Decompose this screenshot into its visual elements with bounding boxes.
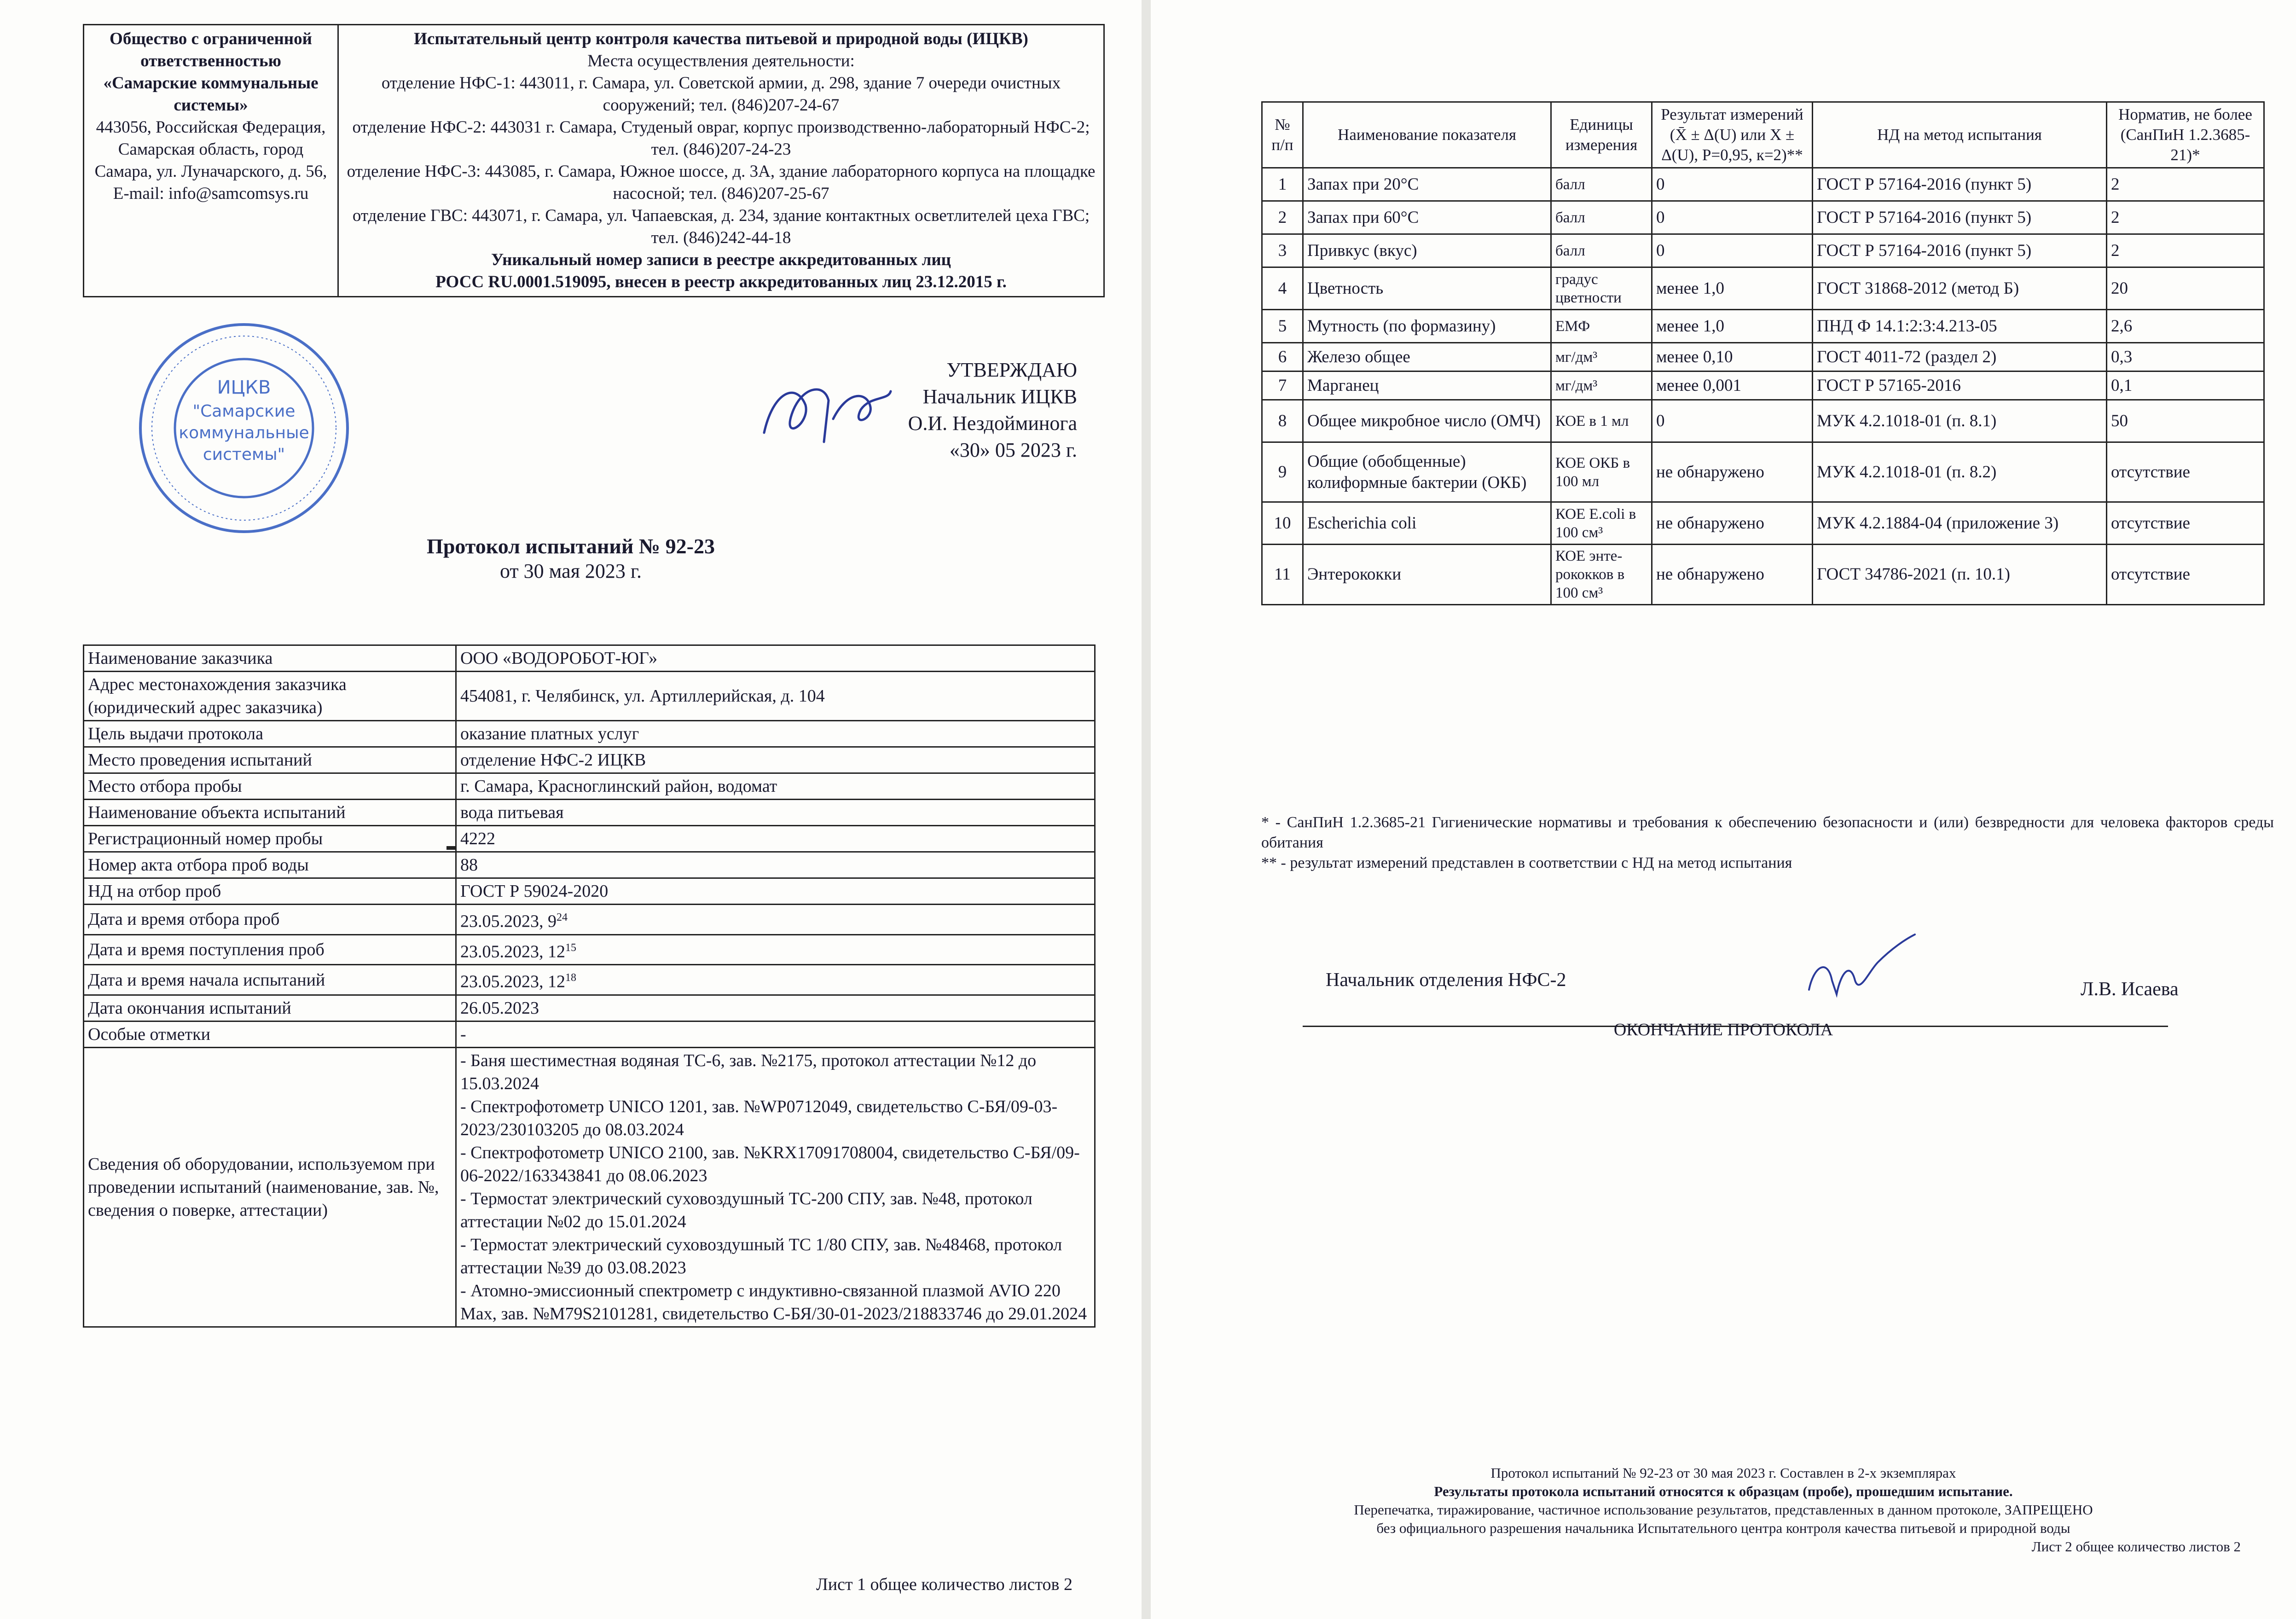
result-row (1262, 343, 2264, 371)
info-value-text: оказание платных услуг (460, 724, 639, 743)
footer-page-count: Лист 2 общее количество листов 2 (2031, 1538, 2241, 1555)
result-unit: КОЕ энте-рококков в 100 см³ (1551, 545, 1652, 605)
info-row (84, 905, 1095, 935)
info-label: Особые отметки (84, 1021, 456, 1047)
col-method: НД на метод испытания (1813, 102, 2107, 168)
stamp-text-2: "Самарские (192, 402, 296, 421)
info-label: НД на отбор проб (84, 878, 456, 905)
results-header-row (1262, 102, 2264, 168)
department-nfs3: отделение НФС-3: 443085, г. Самара, Южное шоссе, д. 3А, здание лабораторного корпуса на площадке насосной; тел. (846)207-25-67 (347, 162, 1096, 203)
protocol-title: Протокол испытаний № 92-23 (427, 534, 715, 558)
col-indicator: Наименование показателя (1303, 102, 1551, 168)
info-value-text: отделение НФС-2 ИЦКВ (460, 750, 646, 770)
equipment-label: Сведения об оборудовании, используемом при проведении испытаний (наименование, зав. №, сведения о поверке, аттестации) (84, 1047, 456, 1327)
info-label: Дата окончания испытаний (84, 995, 456, 1021)
result-value: менее 0,10 (1652, 343, 1813, 371)
footer-copies: Протокол испытаний № 92-23 от 30 мая 2023 г. Составлен в 2-х экземплярах (1490, 1465, 1956, 1481)
result-method: ГОСТ 34786-2021 (п. 10.1) (1813, 545, 2107, 605)
info-row (84, 1021, 1095, 1047)
info-value-text: 23.05.2023, 12 (460, 972, 565, 992)
result-unit: КОЕ E.coli в 100 см³ (1551, 502, 1652, 545)
result-method: МУК 4.2.1018-01 (п. 8.2) (1813, 442, 2107, 502)
result-indicator: Цветность (1303, 267, 1551, 310)
result-num: 7 (1262, 371, 1303, 400)
result-row (1262, 234, 2264, 267)
result-norm: 0,1 (2107, 371, 2264, 400)
info-value-text: 26.05.2023 (460, 998, 539, 1018)
department-head-title: Начальник отделения НФС-2 (1326, 969, 1566, 991)
info-value-text: вода питьевая (460, 803, 564, 822)
result-value: не обнаружено (1652, 545, 1813, 605)
info-value-text: - (460, 1024, 466, 1044)
result-value: 0 (1652, 234, 1813, 267)
result-value: менее 1,0 (1652, 310, 1813, 343)
result-unit: мг/дм³ (1551, 371, 1652, 400)
stamp-text-4: системы" (203, 445, 285, 464)
info-value (456, 645, 1095, 672)
protocol-date: от 30 мая 2023 г. (499, 560, 642, 582)
result-unit: КОЕ в 1 мл (1551, 400, 1652, 442)
info-row (84, 721, 1095, 747)
info-value-text: ООО «ВОДОРОБОТ-ЮГ» (460, 649, 658, 668)
result-indicator: Привкус (вкус) (1303, 234, 1551, 267)
info-row (84, 672, 1095, 721)
approve-label: УТВЕРЖДАЮ (946, 359, 1077, 381)
department-head-signature (1800, 930, 1919, 1004)
result-value: 0 (1652, 400, 1813, 442)
result-num: 8 (1262, 400, 1303, 442)
footer-scope: Результаты протокола испытаний относятся к образцам (пробе), прошедшим испытание. (1434, 1483, 2013, 1499)
org-form: Общество с ограниченной ответственностью (110, 29, 312, 70)
result-unit: балл (1551, 168, 1652, 201)
center-places-label: Места осуществления деятельности: (587, 52, 855, 70)
approval-block (908, 357, 1077, 464)
result-indicator: Энтерококки (1303, 545, 1551, 605)
registry-number: РОСС RU.0001.519095, внесен в реестр аккредитованных лиц 23.12.2015 г. (435, 273, 1007, 291)
col-result: Результат измерений (X̄ ± Δ(U) или X ± Δ(U), P=0,95, к=2)** (1652, 102, 1813, 168)
org-email: E-mail: info@samcomsys.ru (113, 184, 309, 203)
result-value: менее 0,001 (1652, 371, 1813, 400)
info-value-minutes: 18 (565, 972, 576, 984)
result-value: не обнаружено (1652, 502, 1813, 545)
info-row (84, 852, 1095, 878)
result-row (1262, 371, 2264, 400)
equipment-item: - Термостат электрический суховоздушный ТС 1/80 СПУ, зав. №48468, протокол аттестации №39 до 03.08.2023 (460, 1235, 1062, 1277)
result-norm: отсутствие (2107, 545, 2264, 605)
equipment-item: - Атомно-эмиссионный спектрометр с индуктивно-связанной плазмой AVIO 220 Max, зав. №M79S2101281, свидетельство С-БЯ/30-01-2023/218833746 до 29.01.2024 (460, 1281, 1087, 1323)
col-num: № п/п (1262, 102, 1303, 168)
ink-mark (446, 846, 456, 850)
footer-permission: без официального разрешения начальника Испытательного центра контроля качества питьевой и природной воды (1376, 1520, 2070, 1536)
footnotes (1261, 812, 2274, 873)
footnote-sanpin: * - СанПиН 1.2.3685-21 Гигиенические нормативы и требования к обеспечению безопасности и (или) безвредности для человека факторов среды обитания (1261, 814, 2274, 851)
info-value (456, 934, 1095, 965)
sheet-1-footer: Лист 1 общее количество листов 2 (816, 1575, 1073, 1594)
approver-position: Начальник ИЦКВ (922, 385, 1077, 408)
info-label: Цель выдачи протокола (84, 721, 456, 747)
result-num: 5 (1262, 310, 1303, 343)
result-method: ГОСТ 31868-2012 (метод Б) (1813, 267, 2107, 310)
org-address: 443056, Российская Федерация, Самарская область, город Самара, ул. Луначарского, д. 56, (94, 118, 327, 181)
org-name: «Самарские коммунальные системы» (103, 74, 319, 115)
footer-copyright: Перепечатка, тиражирование, частичное использование результатов, представленных в данном протоколе, ЗАПРЕЩЕНО (1354, 1502, 2093, 1518)
stamp-text-1: ИЦКВ (217, 377, 271, 398)
info-value (456, 1021, 1095, 1047)
info-value (456, 852, 1095, 878)
info-row (84, 878, 1095, 905)
result-row (1262, 442, 2264, 502)
result-method: ГОСТ 4011-72 (раздел 2) (1813, 343, 2107, 371)
result-value: 0 (1652, 201, 1813, 234)
result-num: 11 (1262, 545, 1303, 605)
result-value: менее 1,0 (1652, 267, 1813, 310)
result-unit: ЕМФ (1551, 310, 1652, 343)
center-name: Испытательный центр контроля качества питьевой и природной воды (ИЦКВ) (414, 29, 1028, 48)
result-indicator: Железо общее (1303, 343, 1551, 371)
registry-label: Уникальный номер записи в реестре аккредитованных лиц (491, 250, 951, 269)
result-row (1262, 310, 2264, 343)
info-value-minutes: 24 (557, 911, 568, 923)
result-num: 4 (1262, 267, 1303, 310)
info-row (84, 645, 1095, 672)
result-value: 0 (1652, 168, 1813, 201)
info-row (84, 747, 1095, 773)
info-value-text: 23.05.2023, 12 (460, 942, 565, 962)
info-value (456, 721, 1095, 747)
info-row (84, 800, 1095, 826)
department-head-name: Л.В. Исаева (2081, 979, 2179, 1000)
info-value (456, 672, 1095, 721)
sample-info-table (83, 644, 1096, 1328)
info-label: Дата и время начала испытаний (84, 965, 456, 995)
result-indicator: Общее микробное число (ОМЧ) (1303, 400, 1551, 442)
result-method: ГОСТ Р 57164-2016 (пункт 5) (1813, 168, 2107, 201)
info-value (456, 965, 1095, 995)
info-row (84, 934, 1095, 965)
stamp-text-3: коммунальные (179, 424, 309, 442)
equipment-item: - Спектрофотометр UNICO 2100, зав. №KRX17091708004, свидетельство С-БЯ/09-06-2022/163343841 до 08.06.2023 (460, 1143, 1080, 1185)
info-value (456, 747, 1095, 773)
result-unit: КОЕ ОКБ в 100 мл (1551, 442, 1652, 502)
result-norm: 2 (2107, 168, 2264, 201)
result-num: 3 (1262, 234, 1303, 267)
result-norm: отсутствие (2107, 442, 2264, 502)
result-indicator: Общие (обобщенные) колиформные бактерии (ОКБ) (1303, 442, 1551, 502)
result-indicator: Марганец (1303, 371, 1551, 400)
result-indicator: Запах при 20°С (1303, 168, 1551, 201)
info-label: Место проведения испытаний (84, 747, 456, 773)
approval-date: «30» 05 2023 г. (949, 439, 1077, 461)
protocol-sheet-2 (1151, 0, 2296, 1619)
result-norm: отсутствие (2107, 502, 2264, 545)
info-label: Место отбора пробы (84, 773, 456, 800)
approver-name: О.И. Нездойминога (908, 412, 1077, 435)
results-table (1261, 101, 2265, 605)
result-num: 1 (1262, 168, 1303, 201)
result-method: МУК 4.2.1018-01 (п. 8.1) (1813, 400, 2107, 442)
info-label: Дата и время поступления проб (84, 934, 456, 965)
info-label: Наименование заказчика (84, 645, 456, 672)
department-nfs2: отделение НФС-2: 443031 г. Самара, Студеный овраг, корпус производственно-лабораторный НФС-2; тел. (846)207-24-23 (352, 118, 1090, 159)
info-row (84, 995, 1095, 1021)
result-num: 2 (1262, 201, 1303, 234)
end-of-protocol: ОКОНЧАНИЕ ПРОТОКОЛА (1613, 1020, 1833, 1039)
equipment-item: - Термостат электрический суховоздушный ТС-200 СПУ, зав. №48, протокол аттестации №02 до 15.01.2024 (460, 1189, 1032, 1231)
info-value-text: 23.05.2023, 9 (460, 911, 557, 931)
result-method: МУК 4.2.1884-04 (приложение 3) (1813, 502, 2107, 545)
result-value: не обнаружено (1652, 442, 1813, 502)
sheet-2-footer (1151, 1464, 2296, 1556)
result-norm: 2 (2107, 201, 2264, 234)
result-indicator: Escherichia coli (1303, 502, 1551, 545)
protocol-sheet-1 (0, 0, 1142, 1619)
col-unit: Единицы измерения (1551, 102, 1652, 168)
equipment-item: - Спектрофотометр UNICO 1201, зав. №WP0712049, свидетельство С-БЯ/09-03-2023/230103205 до 08.03.2024 (460, 1097, 1058, 1139)
result-row (1262, 267, 2264, 310)
info-value-text: 454081, г. Челябинск, ул. Артиллерийская, д. 104 (460, 686, 825, 706)
header-table (83, 24, 1105, 297)
info-label: Адрес местонахождения заказчика (юридический адрес заказчика) (84, 672, 456, 721)
result-norm: 2,6 (2107, 310, 2264, 343)
result-unit: мг/дм³ (1551, 343, 1652, 371)
result-row (1262, 502, 2264, 545)
approver-signature (755, 364, 893, 456)
result-norm: 20 (2107, 267, 2264, 310)
result-row (1262, 201, 2264, 234)
result-indicator: Мутность (по формазину) (1303, 310, 1551, 343)
result-num: 10 (1262, 502, 1303, 545)
info-label: Регистрационный номер пробы (84, 826, 456, 852)
info-value-minutes: 15 (565, 941, 576, 954)
info-row (84, 826, 1095, 852)
result-method: ПНД Ф 14.1:2:3:4.213-05 (1813, 310, 2107, 343)
department-gvs: отделение ГВС: 443071, г. Самара, ул. Чапаевская, д. 234, здание контактных осветлителей цеха ГВС; тел. (846)242-44-18 (352, 206, 1090, 247)
info-value (456, 800, 1095, 826)
result-row (1262, 545, 2264, 605)
department-nfs1: отделение НФС-1: 443011, г. Самара, ул. Советской армии, д. 298, здание 7 очереди очистных сооружений; тел. (846)207-24-67 (381, 74, 1061, 115)
result-num: 6 (1262, 343, 1303, 371)
result-unit: балл (1551, 201, 1652, 234)
result-method: ГОСТ Р 57164-2016 (пункт 5) (1813, 201, 2107, 234)
info-value (456, 773, 1095, 800)
result-method: ГОСТ Р 57165-2016 (1813, 371, 2107, 400)
info-row (84, 965, 1095, 995)
organization-cell (84, 25, 338, 297)
info-value (456, 905, 1095, 935)
test-center-cell (338, 25, 1104, 297)
info-label: Дата и время отбора проб (84, 905, 456, 935)
info-value-text: ГОСТ Р 59024-2020 (460, 882, 609, 901)
col-norm: Норматив, не более (СанПиН 1.2.3685-21)* (2107, 102, 2264, 168)
result-norm: 2 (2107, 234, 2264, 267)
info-value-text: 88 (460, 855, 478, 875)
result-norm: 50 (2107, 400, 2264, 442)
info-value (456, 995, 1095, 1021)
info-value (456, 878, 1095, 905)
info-value (456, 826, 1095, 852)
info-row (84, 773, 1095, 800)
footnote-results: ** - результат измерений представлен в соответствии с НД на метод испытания (1261, 854, 1792, 871)
organization-stamp (133, 318, 354, 539)
result-norm: 0,3 (2107, 343, 2264, 371)
equipment-item: - Баня шестиместная водяная ТС-6, зав. №2175, протокол аттестации №12 до 15.03.2024 (460, 1050, 1037, 1093)
result-num: 9 (1262, 442, 1303, 502)
result-method: ГОСТ Р 57164-2016 (пункт 5) (1813, 234, 2107, 267)
info-label: Номер акта отбора проб воды (84, 852, 456, 878)
result-unit: балл (1551, 234, 1652, 267)
info-label: Наименование объекта испытаний (84, 800, 456, 826)
info-value-text: 4222 (460, 829, 495, 848)
result-indicator: Запах при 60°С (1303, 201, 1551, 234)
info-value-text: г. Самара, Красноглинский район, водомат (460, 777, 777, 796)
result-unit: градус цветности (1551, 267, 1652, 310)
equipment-row (84, 1047, 1095, 1327)
page-gutter (1142, 0, 1151, 1619)
equipment-list (456, 1047, 1095, 1327)
result-row (1262, 400, 2264, 442)
result-row (1262, 168, 2264, 201)
